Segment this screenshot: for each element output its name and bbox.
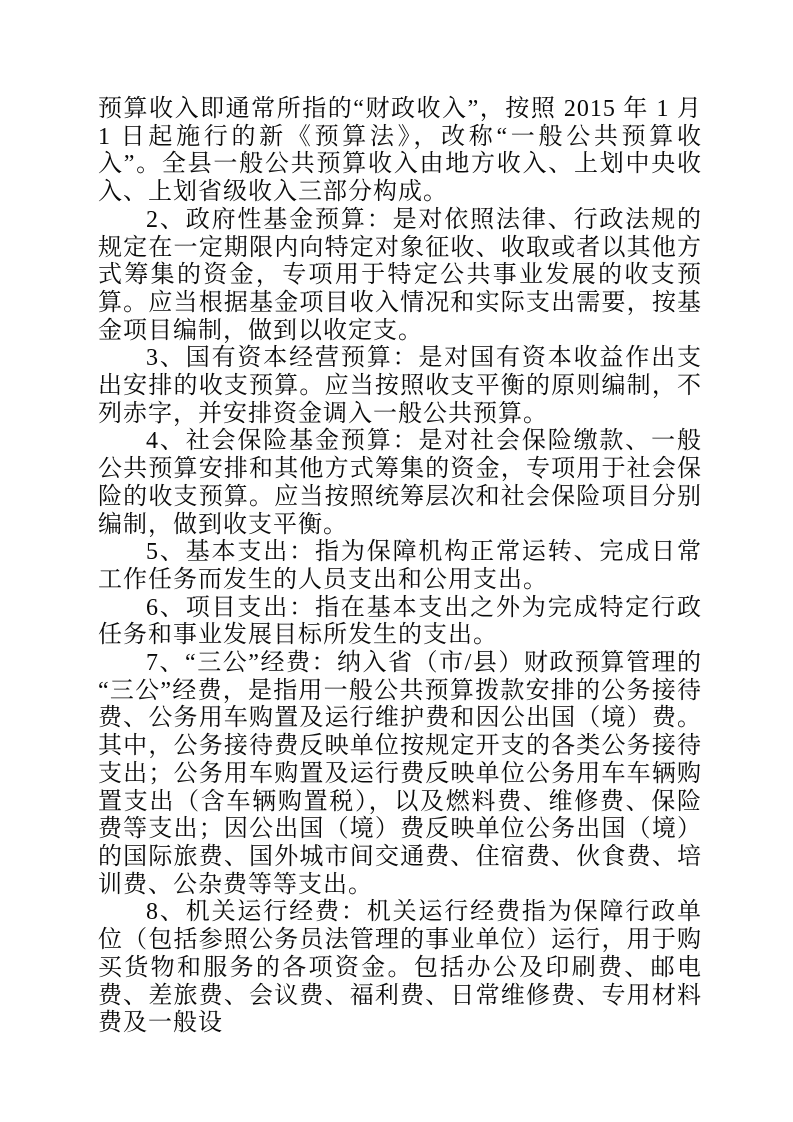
paragraph: 5、基本支出：指为保障机构正常运转、完成日常工作任务而发生的人员支出和公用支出。 — [98, 539, 702, 593]
paragraph: 3、国有资本经营预算：是对国有资本收益作出支出安排的收支预算。应当按照收支平衡的原则编制，不列赤字，并安排资金调入一般公共预算。 — [98, 345, 702, 427]
paragraph: 4、社会保险基金预算：是对社会保险缴款、一般公共预算安排和其他方式筹集的资金，专项用于社会保险的收支预算。应当按照统筹层次和社会保险项目分别编制，做到收支平衡。 — [98, 428, 702, 538]
paragraph: 8、机关运行经费：机关运行经费指为保障行政单位（包括参照公务员法管理的事业单位）运行，用于购买货物和服务的各项资金。包括办公及印刷费、邮电费、差旅费、会议费、福利费、日常维修费、专用材料费及一般设 — [98, 899, 702, 1037]
paragraph: 6、项目支出：指在基本支出之外为完成特定行政任务和事业发展目标所发生的支出。 — [98, 594, 702, 649]
paragraph: 7、“三公”经费：纳入省（市/县）财政预算管理的“三公”经费，是指用一般公共预算拨款安排的公务接待费、公务用车购置及运行维护费和因公出国（境）费。其中，公务接待费反映单位按规定开支的各类公务接待支出；公务用车购置及运行费反映单位公务用车车辆购置支出（含车辆购置税），以及燃料费、维修费、保险费等支出；因公出国（境）费反映单位公务出国（境）的国际旅费、国外城市间交通费、住宿费、伙食费、培训费、公杂费等等支出。 — [98, 650, 702, 898]
paragraph: 2、政府性基金预算：是对依照法律、行政法规的规定在一定期限内向特定对象征收、收取或者以其他方式筹集的资金，专项用于特定公共事业发展的收支预算。应当根据基金项目收入情况和实际支出需要，按基金项目编制，做到以收定支。 — [98, 206, 702, 344]
document-body — [98, 96, 702, 1038]
paragraph: 预算收入即通常所指的“财政收入”，按照 2015 年 1 月 1 日起施行的新《预算法》，改称“一般公共预算收入”。全县一般公共预算收入由地方收入、上划中央收入、上划省级收入三部分构成。 — [98, 96, 702, 206]
